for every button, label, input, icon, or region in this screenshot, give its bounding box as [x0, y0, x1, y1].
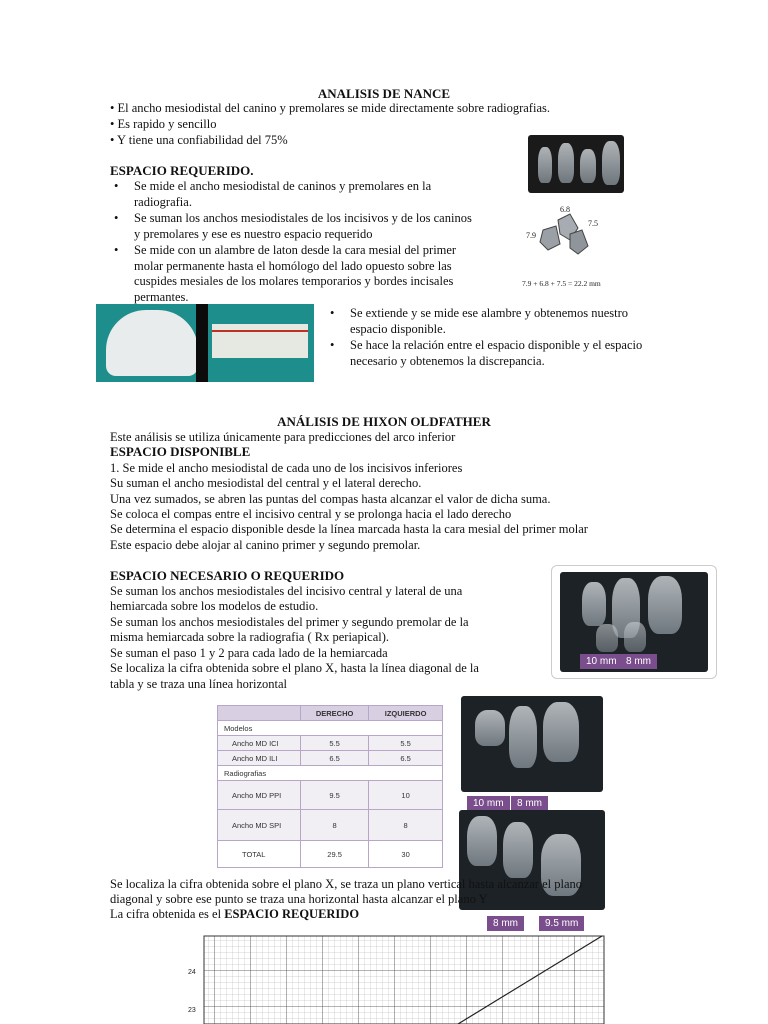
- measurements-table: [217, 705, 443, 868]
- nec-line-6: Se localiza la cifra obtenida sobre el plano X, hasta la línea diagonal de la: [110, 661, 479, 675]
- tooth-diagram: [518, 200, 628, 292]
- hixon-title: ANÁLISIS DE HIXON OLDFATHER: [277, 414, 491, 429]
- table-cell: 10: [369, 781, 443, 810]
- nance-bullet-3: • Se mide con un alambre de laton desde la cara mesial del primer molar permanente hasta el homólogo del lado opuesto sobre las cuspides mesiales de los molares temporarios y bordes incisales permantes.: [110, 243, 480, 305]
- table-cell: Ancho MD ILI: [218, 751, 301, 766]
- nec-line-4: misma hemiarcada sobre la radiografia ( Rx periapical).: [110, 630, 390, 644]
- tag-c2: 9.5 mm: [539, 916, 584, 931]
- final-line-3: [110, 907, 359, 922]
- disp-line-2: Su suman el ancho mesiodistal del central y el lateral derecho.: [110, 476, 422, 490]
- xray-panel-1: [551, 565, 717, 679]
- table-section-radiografias: Radiografias: [218, 766, 443, 781]
- table-cell: 8: [369, 810, 443, 841]
- table-cell: Ancho MD SPI: [218, 810, 301, 841]
- hixon-intro: Este análisis se utiliza únicamente para predicciones del arco inferior: [110, 430, 456, 444]
- table-header-izquierdo: IZQUIERDO: [369, 706, 443, 721]
- nec-line-1: Se suman los anchos mesiodistales del incisivo central y lateral de una: [110, 584, 463, 598]
- tag-b1: 10 mm: [467, 796, 510, 811]
- table-cell: Ancho MD ICI: [218, 736, 301, 751]
- table-cell: 30: [369, 841, 443, 868]
- xray-panel-3: [457, 810, 607, 934]
- nance-title: ANALISIS DE NANCE: [317, 86, 451, 101]
- prediction-graph: [178, 934, 608, 1024]
- tooth-shape-1: [540, 226, 560, 250]
- nec-line-7: tabla y se traza una línea horizontal: [110, 677, 288, 691]
- nance-intro-1: • El ancho mesiodistal del canino y premolares se mide directamente sobre radiografias.: [110, 101, 550, 115]
- tooth-shape-3: [570, 230, 588, 254]
- dental-cast-photo: [96, 304, 314, 382]
- table-cell: Ancho MD PPI: [218, 781, 301, 810]
- nance-bullet-5: • Se hace la relación entre el espacio disponible y el espacio necesario y obtenemos la discrepancia.: [326, 338, 646, 369]
- disp-line-3: Una vez sumados, se abren las puntas del compas hasta alcanzar el valor de dicha suma.: [110, 492, 551, 506]
- tag-a2: 8 mm: [620, 654, 657, 669]
- tag-b2: 8 mm: [511, 796, 548, 811]
- table-cell: 6.5: [301, 751, 369, 766]
- table-cell: TOTAL: [218, 841, 301, 868]
- nec-line-2: hemiarcada sobre los modelos de estudio.: [110, 599, 319, 613]
- nec-line-5: Se suman el paso 1 y 2 para cada lado de la hemiarcada: [110, 646, 388, 660]
- diagram-formula: 7.9 + 6.8 + 7.5 = 22.2 mm: [522, 279, 601, 288]
- nance-intro-3: • Y tiene una confiabilidad del 75%: [110, 133, 288, 147]
- disp-line-4: Se coloca el compas entre el incisivo central y se prolonga hacia el lado derecho: [110, 507, 512, 521]
- table-cell: 9.5: [301, 781, 369, 810]
- nec-line-3: Se suman los anchos mesiodistales del primer y segundo premolar de la: [110, 615, 469, 629]
- final-prefix: La cifra obtenida es el: [110, 907, 225, 921]
- disp-line-6: Este espacio debe alojar al canino primer y segundo premolar.: [110, 538, 421, 552]
- diagram-value-1: 6.8: [560, 205, 570, 214]
- table-cell: 29.5: [301, 841, 369, 868]
- diagram-value-2: 7.5: [588, 219, 598, 228]
- nance-bullets: [110, 179, 480, 306]
- tag-c1: 8 mm: [487, 916, 524, 931]
- graph-tick-23: 23: [188, 1007, 196, 1014]
- nance-bullet-1: • Se mide el ancho mesiodistal de caninos y premolares en la radiografia.: [110, 179, 480, 210]
- table-cell: 6.5: [369, 751, 443, 766]
- graph-tick-24: 24: [188, 969, 196, 976]
- final-line-1: Se localiza la cifra obtenida sobre el plano X, se traza un plano vertical hasta alcanzar el plano: [110, 877, 583, 891]
- espacio-necesario-heading: ESPACIO NECESARIO O REQUERIDO: [110, 568, 345, 583]
- table-cell: 5.5: [301, 736, 369, 751]
- xray-panel-2: [457, 694, 607, 809]
- nance-bullet-2: • Se suman los anchos mesiodistales de los incisivos y de los caninos y premolares y ese es nuestro espacio requerido: [110, 211, 480, 242]
- final-bold: ESPACIO REQUERIDO: [224, 907, 360, 921]
- espacio-disponible-heading: ESPACIO DISPONIBLE: [110, 444, 251, 459]
- graph-grid: [204, 936, 604, 1024]
- table-cell: 8: [301, 810, 369, 841]
- nance-intro-2: • Es rapido y sencillo: [110, 117, 217, 131]
- nance-xray-image: [528, 135, 624, 193]
- nance-bullets-2: [326, 306, 646, 370]
- final-line-2: diagonal y sobre ese punto se traza una horizontal hasta alcanzar el plano Y: [110, 892, 488, 906]
- disp-line-5: Se determina el espacio disponible desde la línea marcada hasta la cara mesial del primer molar: [110, 522, 588, 536]
- tag-a1: 10 mm: [580, 654, 623, 669]
- espacio-requerido-heading: ESPACIO REQUERIDO.: [110, 163, 254, 178]
- disp-line-1: 1. Se mide el ancho mesiodistal de cada uno de los incisivos inferiores: [110, 461, 463, 475]
- nance-bullet-4: • Se extiende y se mide ese alambre y obtenemos nuestro espacio disponible.: [326, 306, 646, 337]
- table-header-derecho: DERECHO: [301, 706, 369, 721]
- diagram-value-3: 7.9: [526, 231, 536, 240]
- table-header-blank: [218, 706, 301, 721]
- table-cell: 5.5: [369, 736, 443, 751]
- table-section-modelos: Modelos: [218, 721, 443, 736]
